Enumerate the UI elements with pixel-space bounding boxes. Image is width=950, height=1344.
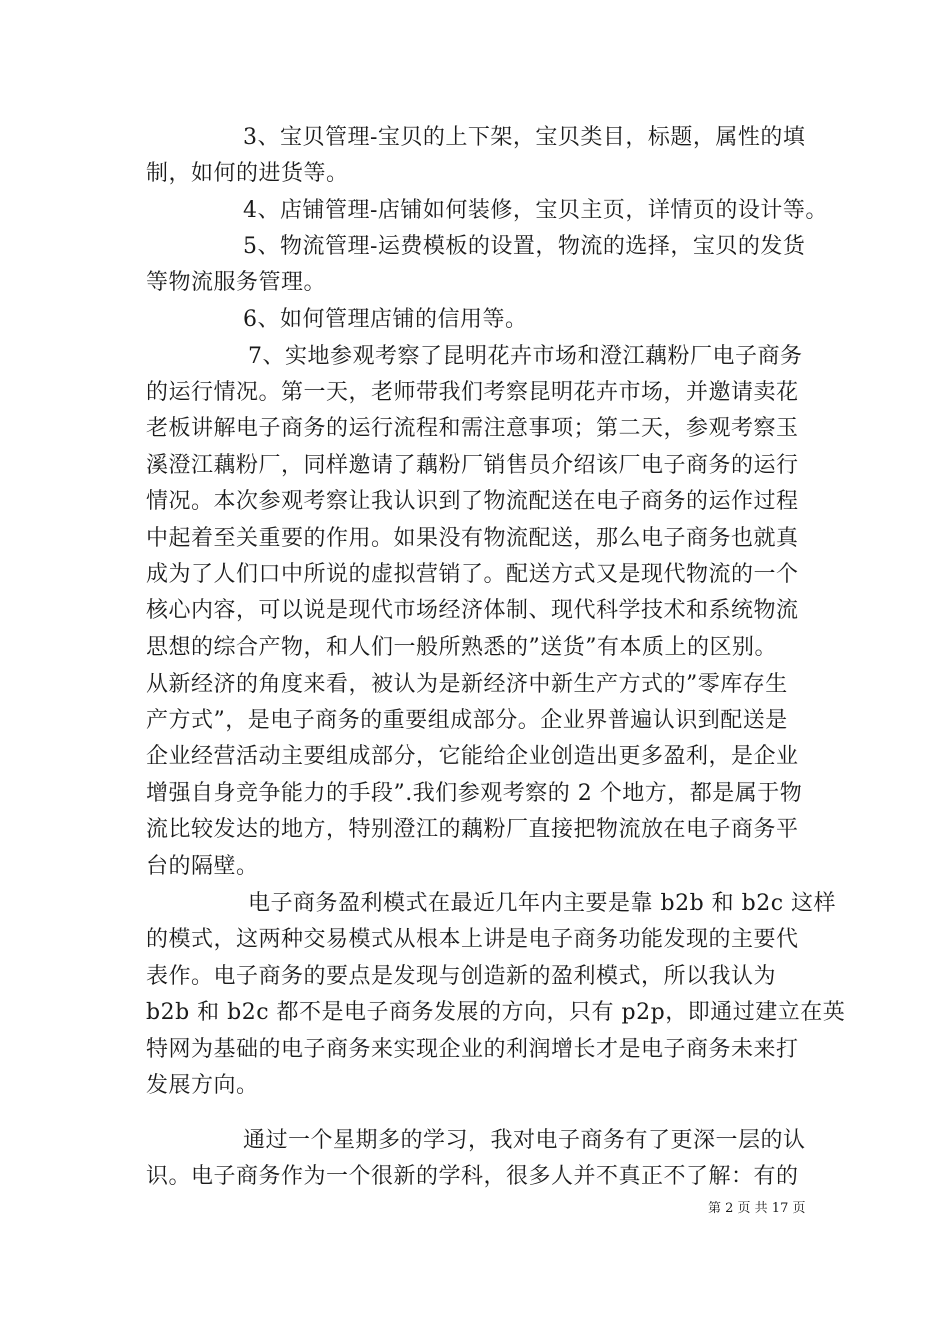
text-line: 识。电子商务作为一个很新的学科，很多人并不真正不了解：有的 <box>146 1164 799 1189</box>
text-line: 4、店铺管理-店铺如何装修，宝贝主页，详情页的设计等。 <box>243 198 828 223</box>
text-line: 发展方向。 <box>146 1073 259 1098</box>
text-line: 思想的综合产物，和人们一般所熟悉的”送货”有本质上的区别。 <box>146 635 777 660</box>
text-line: b2b 和 b2c 都不是电子商务发展的方向，只有 p2p，即通过建立在英 <box>146 1000 846 1025</box>
text-line: 溪澄江藕粉厂，同样邀请了藕粉厂销售员介绍该厂电子商务的运行 <box>146 453 799 478</box>
text-line: 特网为基础的电子商务来实现企业的利润增长才是电子商务未来打 <box>146 1037 799 1062</box>
text-line: 中起着至关重要的作用。如果没有物流配送，那么电子商务也就真 <box>146 526 799 551</box>
text-line: 制，如何的进货等。 <box>146 161 349 186</box>
text-line: 成为了人们口中所说的虚拟营销了。配送方式又是现代物流的一个 <box>146 562 799 587</box>
text-line: 从新经济的角度来看，被认为是新经济中新生产方式的”零库存生 <box>146 672 788 697</box>
text-line: 的运行情况。第一天，老师带我们考察昆明花卉市场，并邀请卖花 <box>146 380 799 405</box>
text-line: 增强自身竞争能力的手段”.我们参观考察的 2 个地方，都是属于物 <box>146 781 803 806</box>
text-line: 台的隔壁。 <box>146 854 259 879</box>
text-line: 老板讲解电子商务的运行流程和需注意事项；第二天，参观考察玉 <box>146 416 799 441</box>
text-line: 情况。本次参观考察让我认识到了物流配送在电子商务的运作过程 <box>146 489 799 514</box>
page-number-footer: 第 2 页 共 17 页 <box>708 1201 806 1216</box>
text-line: 5、物流管理-运费模板的设置，物流的选择，宝贝的发货 <box>243 234 806 259</box>
text-line: 产方式”，是电子商务的重要组成部分。企业界普遍认识到配送是 <box>146 708 788 733</box>
text-line: 电子商务盈利模式在最近几年内主要是靠 b2b 和 b2c 这样 <box>248 891 837 916</box>
text-line: 6、如何管理店铺的信用等。 <box>243 307 528 332</box>
text-line: 表作。电子商务的要点是发现与创造新的盈利模式，所以我认为 <box>146 964 777 989</box>
text-line: 企业经营活动主要组成部分，它能给企业创造出更多盈利，是企业 <box>146 744 799 769</box>
text-line: 的模式，这两种交易模式从根本上讲是电子商务功能发现的主要代 <box>146 927 799 952</box>
text-line: 等物流服务管理。 <box>146 270 327 295</box>
text-line: 3、宝贝管理-宝贝的上下架，宝贝类目，标题，属性的填 <box>243 125 806 150</box>
text-line: 通过一个星期多的学习，我对电子商务有了更深一层的认 <box>243 1128 806 1153</box>
text-line: 流比较发达的地方，特别澄江的藕粉厂直接把物流放在电子商务平 <box>146 817 799 842</box>
text-line: 7、实地参观考察了昆明花卉市场和澄江藕粉厂电子商务 <box>248 344 803 369</box>
text-line: 核心内容，可以说是现代市场经济体制、现代科学技术和系统物流 <box>146 598 799 623</box>
